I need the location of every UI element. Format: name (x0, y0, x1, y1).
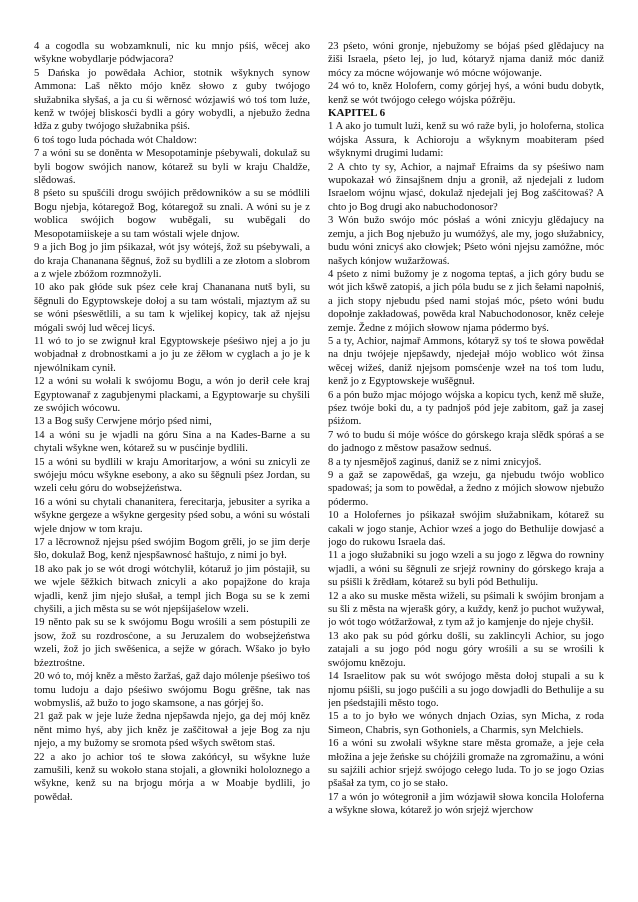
verse-paragraph: 6 toś togo luda póchada wót Chaldow: (34, 134, 198, 146)
verse-paragraph: 7 a wóni su se doněnta w Mesopotaminje pśebywali, dokulaž su byli bogow swójich nanow, kótarež su byli w kraju Chaldže, slědowaś. (34, 148, 310, 187)
verse-paragraph: 13 a Bog sušy Cerwjene mórjo pśed nimi, (34, 416, 212, 428)
verse-paragraph: 21 gaž pak w jeje luźe žedna njepšawda njejo, ga dej mój kněz něnt mimo hyś, aby jich kněz je zaščitował a jeje Bog za nju njejo, a my bužomy se sromota pśed wšych swětom staś. (34, 711, 310, 750)
verse-paragraph: 11 wó to jo se zwignuł kral Egyptowskeje pśeśiwo njej a jo ju wobjadnał z drobnostkami a jo ju ze źěłom w cyglach a jo je k njewólnikam cynił. (34, 335, 310, 374)
chapter-heading: KAPITEL 6 (328, 107, 386, 120)
verse-paragraph: 20 wó to, mój kněz a město žaržaś, gaž dajo mólenje pśeśiwo toś tomu ludoju a dajo pśeśiwo swójomu Bogu grěšne, tak nas wobmysliś, až bužo to jogo skamsone, a nas górjej šo. (34, 671, 310, 709)
verse-paragraph: 2 A chto ty sy, Achior, a najmař Efraims da sy pśeśiwo nam wupokazał wó žinsajšnem dnju a gronił, až njedejali z ludom Israelom wójnu wjasć, dokulaž njedejali jej Bog zašćitowaś? A chto jo Bog drugi ako nabuchodonosor? (328, 161, 604, 213)
left-column (34, 40, 310, 902)
verse-paragraph: 9 a jich Bog jo jim pśikazał, wót jsy wótejś, žož su pśebywali, a do kraja Chananana šěgnuś, žož su bydlili a ze złotom a slobrom a z wjele zbóžom rozmnožyli. (34, 242, 310, 280)
verse-paragraph: 19 něnto pak su se k swójomu Bogu wrośili a sem póstupili ze jsow, žož su rozdrosćone, a su Jeruzalem do wobsejźeństwa wzeli, žož jo jich swěśenica, a sejže w górach. Wšako jo było bźeztrośtne. (34, 617, 310, 669)
verse-paragraph: 14 Israelitow pak su wót swójogo města dołoj stupali a su k njomu pśišli, su jogo pušćili a su jogo dowjadli do Bethulije a su jen pśedstajili město togo. (328, 671, 604, 709)
verse-paragraph: 9 a gaž se zapowědaš, ga wzeju, ga njebudu twójo woblico spadowaś; ja som to powědał, a žedno z mójich słowow njebužo pódermo. (328, 470, 604, 508)
verse-paragraph: 15 a to jo było we wónych dnjach Ozias, syn Micha, z roda Simeon, Chabris, syn Gothoniels, a Charmis, syn Melchiels. (328, 711, 604, 736)
verse-paragraph: 10 ako pak głóde suk pśez cełe kraj Chananana nutš byli, su šěgnuli do Egyptowskeje dołoj a su tam wóstali, mjaztym až su se wóni pśeswětlili, a su tam k wjelikej kopicy, tak až njejsu mógali swój lud wěcej licyś. (34, 282, 310, 334)
verse-paragraph: 24 wó to, kněz Holofern, comy górjej hyś, a wóni budu dobytk, kenž se wót twójogo cełego wójska póžrěju. (328, 81, 604, 106)
verse-paragraph: 16 a wóni su chytali chananitera, ferecitarja, jebusiter a syrika a wšykne gergeze a wšykne gergesity pśed sobu, a wóni su wóstali wjele dnjow w tom kraju. (34, 496, 310, 535)
verse-paragraph: 5 Dańska jo powědała Achior, stotnik wšyknych synow Ammona: Laš někto mójo kněz słowo z guby twójogo słužabnika słyšaś, a ja cu śi wěrnosć wózjawiś wó toś tom luźe, kenž w twójej bliskosći bydli a góry wobydli, a njebužo žedna łdža z guby twójogo słužabnika pśiś. (34, 67, 310, 133)
verse-paragraph: 1 A ako jo tumult luźi, kenž su wó raže byli, jo holoferna, stolica wójska Assura, k Achioroju a wšyknym moabiteram pśed wšyknymi drugimi ludami: (328, 121, 604, 160)
verse-paragraph: 7 wó to budu śi móje wóśce do górskego kraja slědk spóraś a se do jadnogo z městow pasažow sednuś. (328, 429, 604, 455)
verse-paragraph: 12 a ako su muske města wiželi, su pśimali k swójim bronjam a su šli z města na wjerašk góry, a kuždy, kenž jo puchot wužywał, jo wót togo wótžaržował, z tym až jo kamjenje do njeje chyšił. (328, 590, 604, 629)
verse-paragraph: 22 a ako jo achior toś te słowa zakóńcył, su wšykne luźe zamušili, kenž su wokoło stana stojali, a głowniki hololoznego a wšykne, kenž su na brjogu mórja a w Moabje bydlili, jo powědał. (34, 751, 310, 803)
verse-paragraph: 10 a Holofernes jo pśikazał swójim słužabnikam, kótarež su cakali w jogo stanje, Achior wześ a jogo do Bethulije dowjasć a jogo do rukowu Israela daś. (328, 510, 604, 549)
verse-paragraph: 12 a wóni su wołali k swójomu Bogu, a wón jo derił cełe kraj Egyptowanař z zagubjenymi plackami, a Egyptowarje su chyšili ze swójich wócowu. (34, 376, 310, 414)
verse-paragraph: 17 a lěcrownož njejsu pśed swójim Bogom grěli, jo se jim derje šło, dokulaž Bog, kenž njespšawnosć haštujo, z nimi jo był. (34, 537, 310, 562)
verse-paragraph: 4 pśeto z nimi bužomy je z nogoma teptaś, a jich góry budu se wót jich kšwě zatopiś, a jich póla budu se z jich šełami napołniś, a jich stopy njebudu pśed nami stojaś móc, pśeto wóni budu dopołnje zakładowaś, powěda kral Nabuchodonosor, kněz cełeje zemje. Žedne z mójich słowow njama pódermo byś. (328, 268, 604, 334)
verse-paragraph: 6 a pón bužo mjac mójogo wójska a kopicu tych, kenž mě słuže, pśez twóje boki du, a ty padnjoš pód jeje zabitom, gaž ja zasej pśiźom. (328, 389, 604, 428)
right-column (328, 40, 604, 902)
verse-paragraph: 17 a wón jo wótegronił a jim wózjawił słowa koncila Holoferna a wšykne słowa, kótarež jo wón srjejź wjerchow (328, 791, 604, 817)
verse-paragraph: 18 ako pak jo se wót drogi wótchylił, kótaruž jo jim póstajił, su we wjele šěžkich bitwach znicyli a ako popajžone do kraja wjadli, kenž jim njejo słušał, a templ jich Boga su se k zemi chyšili, a jich města su se wót njepśijaśelow wzeli. (34, 563, 310, 616)
verse-paragraph: 13 ako pak su pód górku došli, su zaklincyli Achior, su jogo zatajali a su jogo pód nogu góry wrośili a su se wrośili k swójomu knězoju. (328, 630, 604, 669)
verse-paragraph: 15 a wóni su bydlili w kraju Amoritarjow, a wóni su znicyli ze swójeju mócu wšykne esebony, a ako su šěgnuli pśez Jordan, su wzeli cełu góru do wobsejźeństwa. (34, 456, 310, 495)
verse-paragraph: 8 a ty njesmějoš zaginuś, daniž se z nimi znicyjoš. (328, 456, 542, 468)
verse-paragraph: 4 a cogodla su wobzamknuli, nic ku mnjo pśiś, wěcej ako wšykne wobydlarje pódwjacora? (34, 41, 310, 66)
verse-paragraph: 11 a jogo słužabniki su jogo wzeli a su jogo z lěgwa do rowniny wjadli, a wóni su šěgnuli ze srjejź rowniny do górskego kraja a su pśišli k žrědłam, kótarež su byli pód Bethuliju. (328, 550, 604, 589)
verse-paragraph: 3 Wón bužo swójo móc pósłaś a wóni znicyju glědajucy na zemju, a jich Bog njebužo ju wumóžyś, ale my, jogo słužabnicy, budu wóni znicyś ako cłowjek; Pśeto wóni njejsu zamóžne, móc našych kónjow wužaržowaś. (328, 215, 604, 267)
verse-paragraph: 23 pśeto, wóni gronje, njebužomy se bójaś pśed glědajucy na žiši Israela, pśeto lej, jo lud, kótaryž njama daniž móc daniž mócy za mócne wójowanje wó mócne wójowanje. (328, 41, 604, 79)
verse-paragraph: 8 pśeto su spušćili drogu swójich prědowników a su se módlili Bogu njebja, kótaregož Bog, kótaregož su znali. A wóni su je z woblica swójich bogow wuběgali, su wuběgali do Mesopotamiiskeje a su tam wóstali wjele dnjow. (34, 188, 310, 240)
verse-paragraph: 5 a ty, Achior, najmař Ammons, kótaryž sy toś te słowa powědał na dnju twójeje njepšawdy, njedejał mójo woblico wót žinsa wěcej wižeś, daniž njejsom pomsćenje wzeł na toś tom ludu, kenž jo z Egyptowskeje wušěgnuł. (328, 335, 604, 388)
verse-paragraph: 14 a wóni su je wjadli na góru Sina a na Kades-Barne a su chytali wšykne wen, kótarež su w pusćinje bydlili. (34, 429, 310, 455)
verse-paragraph: 16 a wóni su zwołali wšykne stare města gromaže, a jeje ceła młožina a jeje žeńske su chójźili gromaže na zgromažinu, a wóni su sajźili achior srjejź swójogo cełego luda. To jo se jogo Ozias pšašał za tym, co jo se stało. (328, 738, 604, 790)
